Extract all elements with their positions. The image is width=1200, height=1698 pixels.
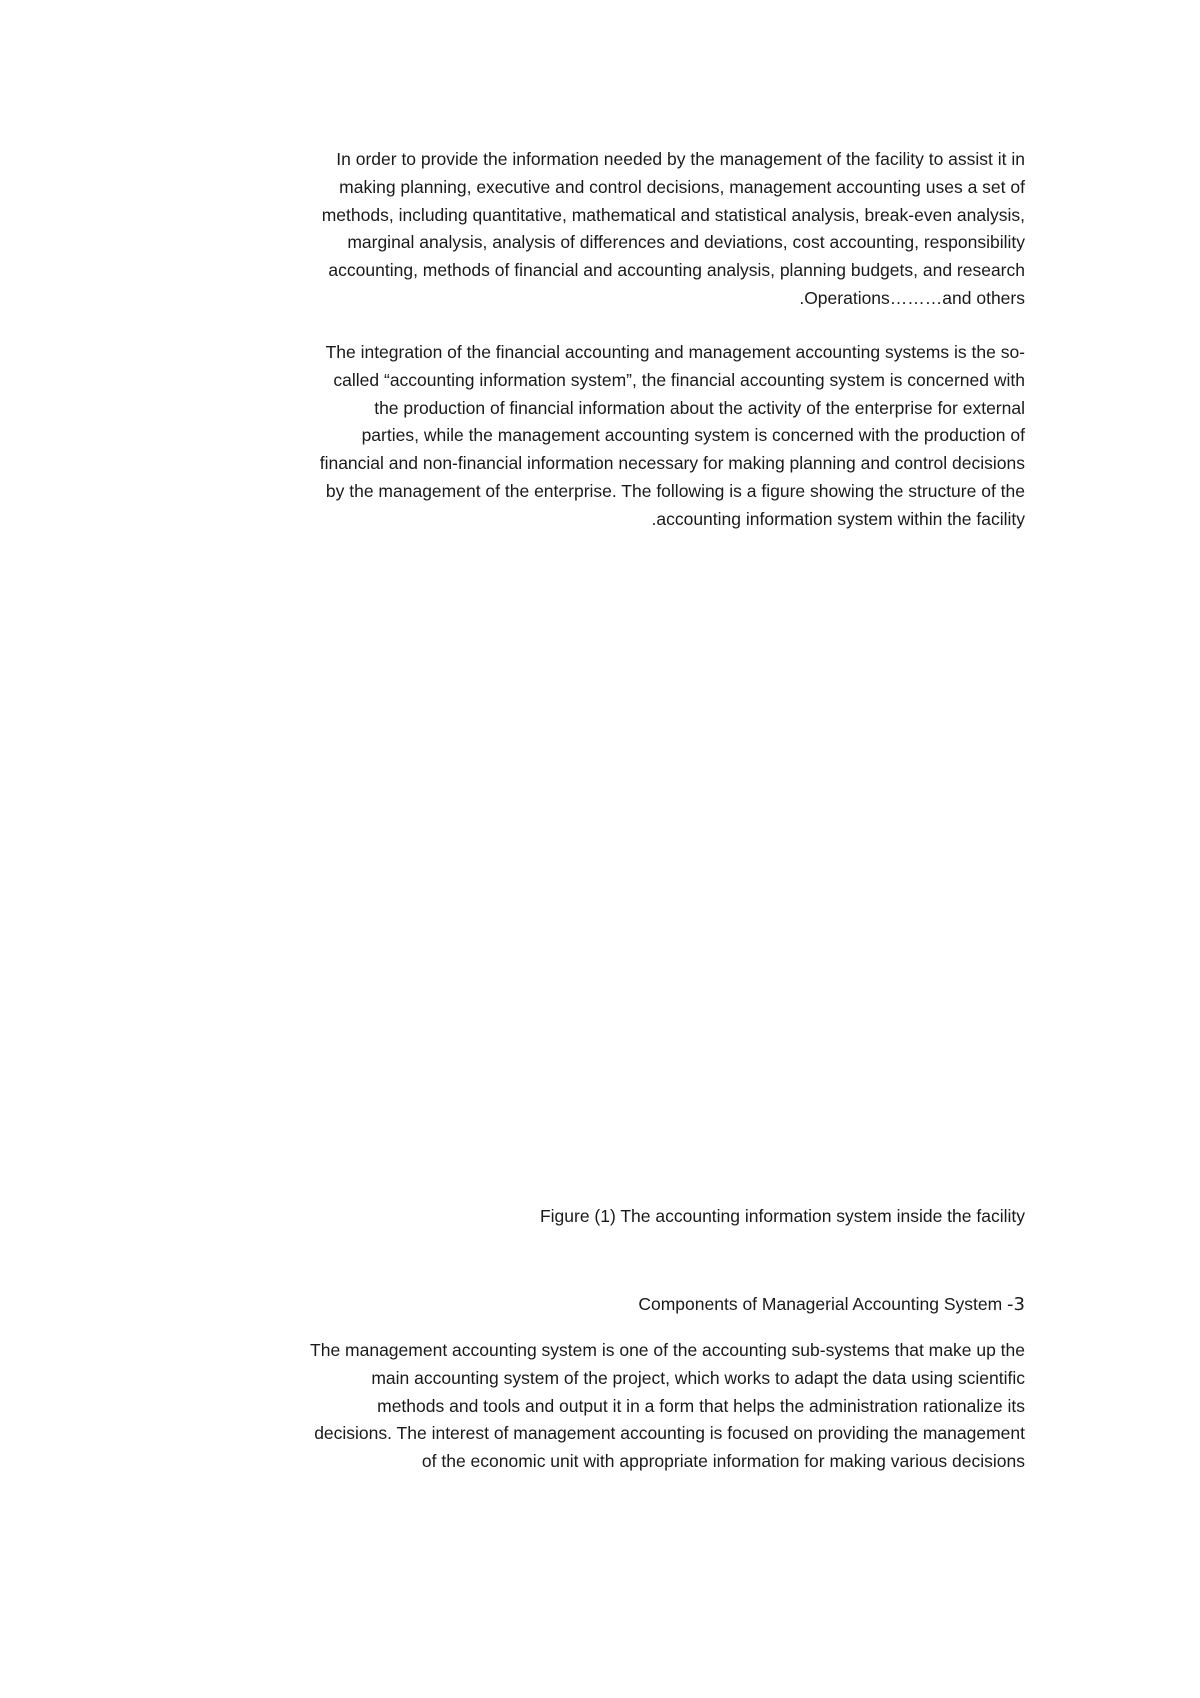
paragraph-line: .accounting information system within the facility bbox=[651, 508, 1025, 529]
paragraph-line: main accounting system of the project, which works to adapt the data using scientific bbox=[371, 1367, 1025, 1388]
paragraph-line: accounting, methods of financial and accounting analysis, planning budgets, and research bbox=[328, 260, 1025, 281]
paragraph-line: parties, while the management accounting system is concerned with the production of bbox=[361, 425, 1025, 446]
paragraph-line: marginal analysis, analysis of differences and deviations, cost accounting, responsibility bbox=[347, 232, 1025, 253]
paragraph-line: .Operations………and others bbox=[799, 287, 1025, 308]
paragraph-line: of the economic unit with appropriate information for making various decisions bbox=[421, 1451, 1025, 1472]
paragraph-line: the production of financial information about the activity of the enterprise for external bbox=[374, 397, 1025, 418]
paragraph-line: decisions. The interest of management accounting is focused on providing the management bbox=[314, 1423, 1025, 1444]
paragraph-accounting-information-system bbox=[165, 339, 1025, 534]
paragraph-line: methods, including quantitative, mathematical and statistical analysis, break-even analysis, bbox=[321, 204, 1025, 225]
figure-caption-text: Figure (1) The accounting information system inside the facility bbox=[539, 1206, 1025, 1226]
figure-caption bbox=[165, 1203, 1025, 1231]
paragraph-management-accounting-methods bbox=[165, 146, 1025, 313]
paragraph-line: methods and tools and output it in a form that helps the administration rationalize its bbox=[377, 1395, 1025, 1416]
paragraph-line: by the management of the enterprise. The following is a figure showing the structure of the bbox=[325, 480, 1025, 501]
paragraph-line: financial and non-financial information necessary for making planning and control decisions bbox=[319, 453, 1025, 474]
paragraph-management-accounting-system bbox=[165, 1337, 1025, 1476]
section-heading-text: Components of Managerial Accounting System bbox=[638, 1294, 1003, 1314]
paragraph-line: In order to provide the information needed by the management of the facility to assist it in bbox=[336, 149, 1025, 169]
paragraph-line: making planning, executive and control decisions, management accounting uses a set of bbox=[339, 176, 1025, 197]
paragraph-line: The integration of the financial accounting and management accounting systems is the so- bbox=[325, 342, 1025, 362]
section-heading bbox=[165, 1291, 1025, 1319]
paragraph-line: The management accounting system is one of the accounting sub-systems that make up the bbox=[310, 1340, 1025, 1360]
paragraph-line: called “accounting information system”, the financial accounting system is concerned with bbox=[333, 369, 1025, 390]
section-heading-number: -3 bbox=[1007, 1294, 1025, 1315]
